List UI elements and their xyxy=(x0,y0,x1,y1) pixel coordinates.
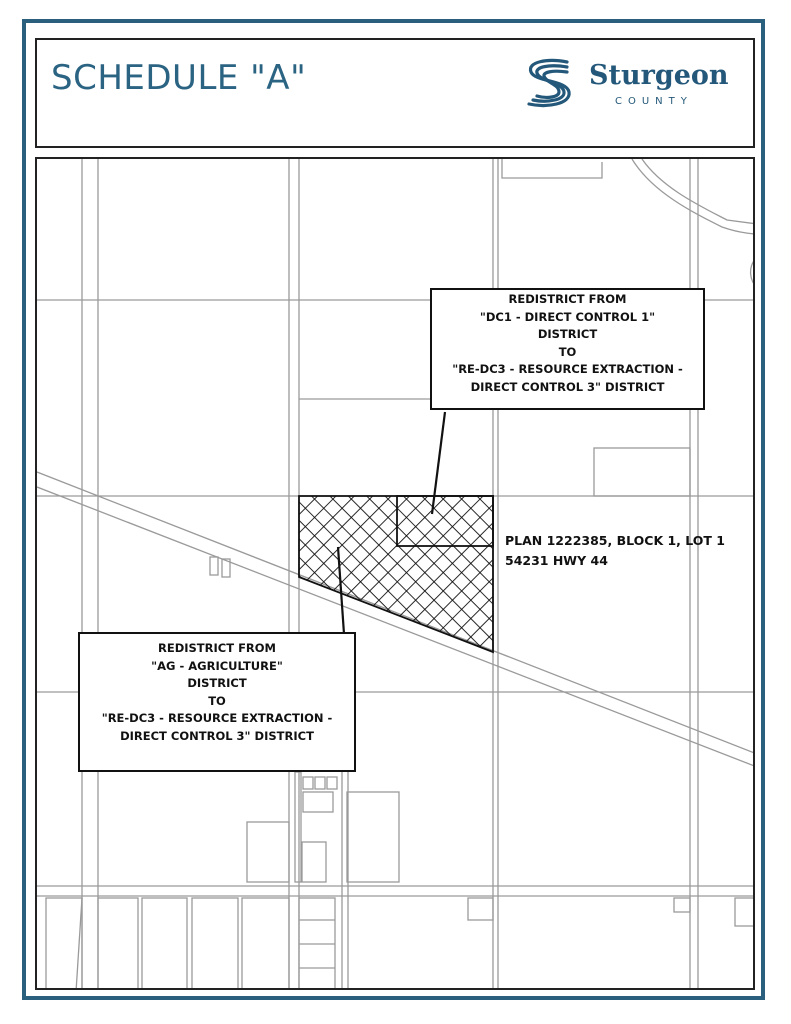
callout-line: DIRECT CONTROL 3" DISTRICT xyxy=(470,379,665,394)
header-box xyxy=(35,38,755,148)
parcel-label xyxy=(505,531,725,571)
callout-line: REDISTRICT FROM xyxy=(508,292,627,306)
logo-name: Sturgeon xyxy=(589,60,729,91)
callout-line: "DC1 - DIRECT CONTROL 1" xyxy=(479,309,656,324)
map-canvas xyxy=(37,159,755,990)
sturgeon-county-logo xyxy=(523,56,743,116)
parcel-address-text: 54231 HWY 44 xyxy=(505,553,608,568)
sturgeon-s-logo-icon xyxy=(523,56,579,110)
rezoning-area-hatch xyxy=(299,496,493,652)
callout-line: "AG - AGRICULTURE" xyxy=(151,658,283,673)
callout-line: DISTRICT xyxy=(537,327,598,341)
south-redistrict-callout xyxy=(78,632,356,772)
callout-line: REDISTRICT FROM xyxy=(157,641,276,655)
logo-subtitle: COUNTY xyxy=(615,96,693,107)
map-panel xyxy=(35,157,755,990)
parcel-plan-text: PLAN 1222385, BLOCK 1, LOT 1 xyxy=(505,533,726,548)
north-redistrict-callout xyxy=(430,288,705,410)
callout-line: TO xyxy=(208,693,226,708)
callout-line: "RE-DC3 - RESOURCE EXTRACTION - xyxy=(452,362,683,376)
callout-line: DIRECT CONTROL 3" DISTRICT xyxy=(120,728,314,743)
callout-line: "RE-DC3 - RESOURCE EXTRACTION - xyxy=(101,711,333,725)
callout-line: DISTRICT xyxy=(187,676,247,690)
page-title: SCHEDULE "A" xyxy=(51,58,307,98)
callout-line: TO xyxy=(558,344,577,359)
